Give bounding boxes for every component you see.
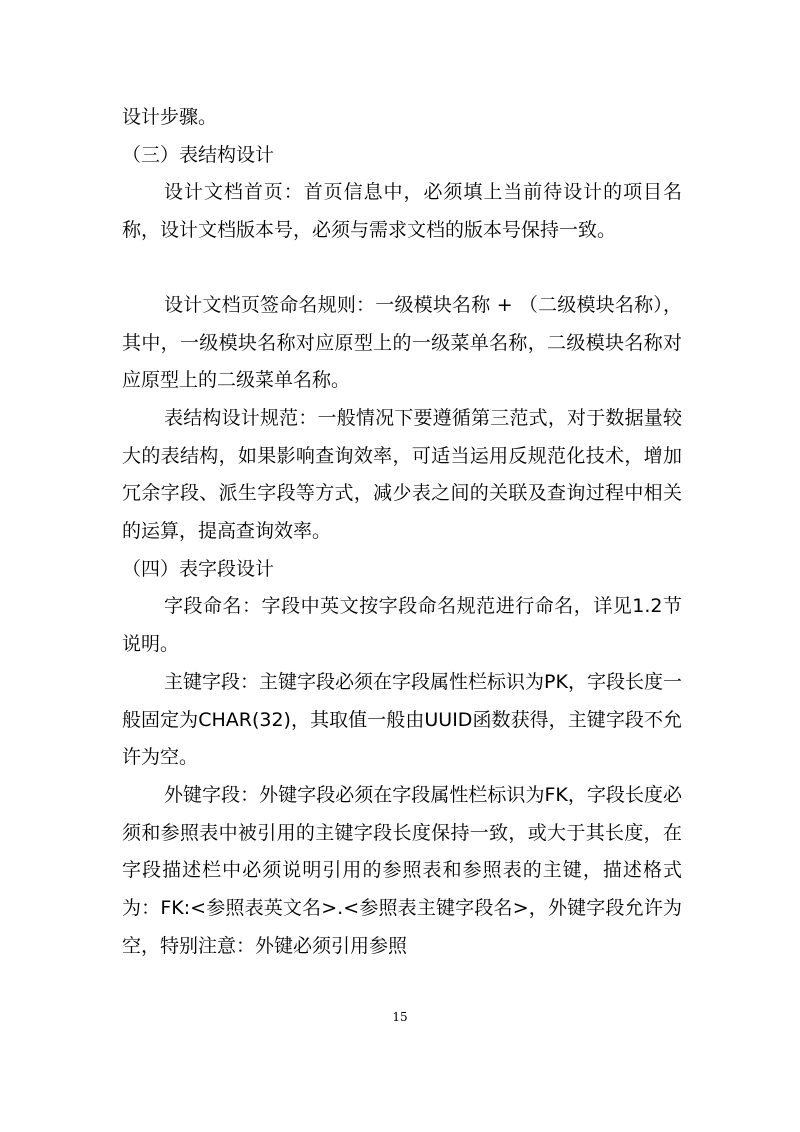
paragraph-field-naming: 字段命名：字段中英文按字段命名规范进行命名，详见1.2节说明。 <box>122 595 682 655</box>
paragraph-doc-homepage: 设计文档首页：首页信息中，必须填上当前待设计的项目名称，设计文档版本号，必须与需求文档的版本号保持一致。 <box>122 181 682 241</box>
paragraph-continuation: 设计步骤。 <box>122 106 218 128</box>
page-number: 15 <box>392 1010 408 1024</box>
paragraph-foreign-key-field: 外键字段：外键字段必须在字段属性栏标识为FK，字段长度必须和参照表中被引用的主键字段长度保持一致，或大于其长度，在字段描述栏中必须说明引用的参照表和参照表的主键，描述格式为：FK:<参照表英文名>.<参照表主键字段名>，外键字段允许为空，特别注意：外键必须引用参照 <box>122 784 682 957</box>
paragraph-tab-naming-rules: 设计文档页签命名规则：一级模块名称 + （二级模块名称），其中，一级模块名称对应原型上的一级菜单名称，二级模块名称对应原型上的二级菜单名称。 <box>122 294 682 392</box>
section-heading-field-design: （四）表字段设计 <box>122 558 275 580</box>
paragraph-primary-key-field: 主键字段：主键字段必须在字段属性栏标识为PK，字段长度一般固定为CHAR(32)，其取值一般由UUID函数获得，主键字段不允许为空。 <box>122 671 682 769</box>
section-heading-table-structure-design: （三）表结构设计 <box>122 144 275 166</box>
paragraph-table-structure-spec: 表结构设计规范：一般情况下要遵循第三范式，对于数据量较大的表结构，如果影响查询效率，可适当运用反规范化技术，增加冗余字段、派生字段等方式，减少表之间的关联及查询过程中相关的运算，提高查询效率。 <box>122 407 682 543</box>
